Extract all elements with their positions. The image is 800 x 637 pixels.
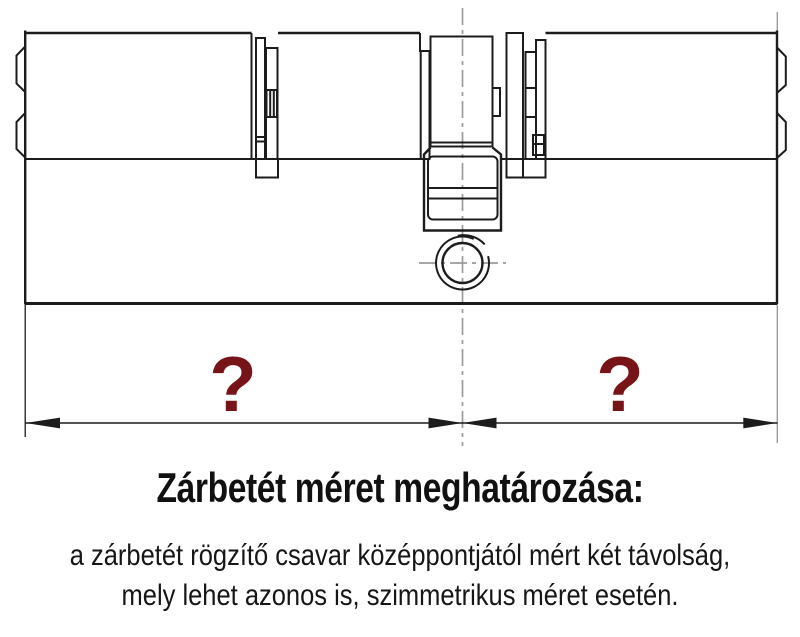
right-dimension-unknown-label: ? — [596, 340, 644, 428]
left-chamfer-upper — [17, 47, 26, 93]
cylinder-body-outline — [25, 31, 777, 305]
right-clip-band-lines — [526, 88, 537, 117]
cam-block — [431, 37, 493, 148]
right-clip-detail — [507, 33, 546, 178]
left-clip-foot — [256, 159, 278, 178]
cam-assembly — [420, 33, 501, 231]
right-clip-foot — [523, 159, 546, 178]
left-chamfer-lower — [17, 113, 26, 158]
left-end-chamfers — [17, 47, 26, 158]
description-line-1: a zárbetét rögzítő csavar középpontjától mért két távolság, — [69, 539, 731, 572]
description-line-2: mely lehet azonos is, szimmetrikus méret esetén. — [121, 579, 679, 612]
cam-left-strip — [421, 51, 430, 159]
right-clip-tab-lower — [533, 144, 544, 155]
left-clip-detail — [252, 33, 279, 178]
cam-right-tab — [493, 88, 501, 116]
right-chamfer-upper — [777, 48, 786, 94]
right-end-chamfers — [777, 48, 786, 159]
left-clip-band-lines — [270, 90, 274, 117]
dimension-arrow-far-left — [26, 418, 61, 429]
diagram-description — [60, 536, 740, 616]
cam-left-step — [420, 33, 430, 51]
right-chamfer-lower — [777, 113, 786, 158]
left-clip-band — [267, 90, 278, 117]
dimension-arrow-center-left — [429, 418, 463, 429]
diagram-title: Zárbetét méret meghatározása: — [156, 464, 644, 511]
left-dimension-unknown-label: ? — [209, 340, 257, 428]
body-end-edges — [25, 31, 777, 305]
dimension-lines — [25, 304, 777, 437]
left-clip-groove-lines — [256, 137, 265, 142]
dimension-arrow-far-right — [743, 418, 777, 429]
right-clip-tab-upper — [533, 135, 544, 144]
left-clip-strip-2 — [266, 48, 278, 159]
dimension-arrow-center-right — [463, 418, 497, 429]
cam-block-band — [431, 143, 493, 147]
right-clip-strip-1 — [507, 33, 524, 178]
right-clip-strip-2 — [526, 52, 537, 159]
